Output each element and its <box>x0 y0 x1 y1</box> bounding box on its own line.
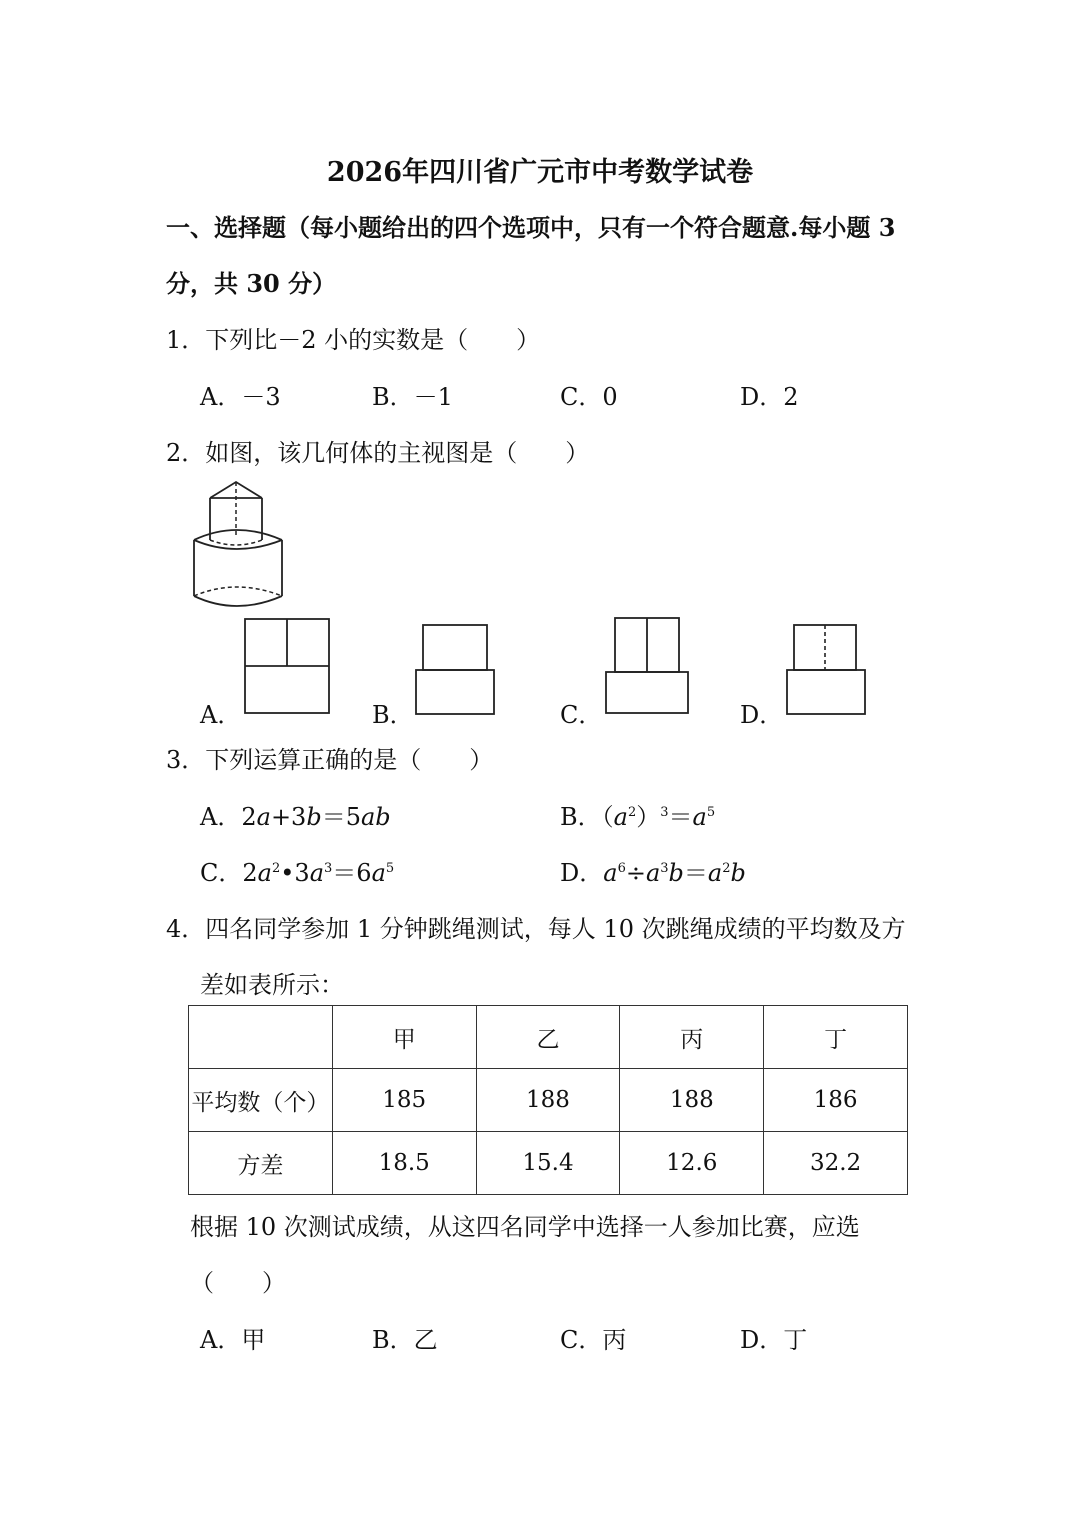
section-heading-line2: 分，共 30 分） <box>166 269 337 298</box>
table-cell <box>189 1006 333 1069</box>
q2-stem: 2．如图，该几何体的主视图是（ ） <box>166 439 590 467</box>
table-cell: 丙 <box>620 1006 764 1069</box>
table-cell: 乙 <box>476 1006 620 1069</box>
table-cell: 188 <box>476 1069 620 1132</box>
table-cell: 188 <box>620 1069 764 1132</box>
table-cell: 32.2 <box>764 1132 908 1195</box>
table-cell: 甲 <box>332 1006 476 1069</box>
table-cell: 186 <box>764 1069 908 1132</box>
q2-label-c: C． <box>560 701 603 729</box>
q1-option-c: C．0 <box>560 383 618 411</box>
q2-option-d-figure <box>786 624 868 716</box>
q3-option-b: B．$(a^2)^3=a^5$ <box>560 803 716 831</box>
table-cell: 12.6 <box>620 1132 764 1195</box>
q3-option-d: D．$a^6\div a^3b=a^2b$ <box>560 859 746 887</box>
q2-label-b: B． <box>372 701 414 729</box>
q2-option-b-figure <box>415 624 497 716</box>
q3-stem: 3．下列运算正确的是（ ） <box>166 746 494 774</box>
table-header-row <box>189 1006 908 1069</box>
q2-option-c-figure <box>605 617 691 715</box>
q4-option-d: D．丁 <box>740 1326 808 1354</box>
q2-label-a: A． <box>200 701 242 729</box>
table-row <box>189 1132 908 1195</box>
q4-option-c: C．丙 <box>560 1326 627 1354</box>
q4-after-line2: （ ） <box>190 1269 286 1297</box>
section-heading-line1: 一、选择题（每小题给出的四个选项中，只有一个符合题意.每小题 3 <box>166 213 896 242</box>
table-cell: 方差 <box>189 1132 333 1195</box>
q4-after-line1: 根据 10 次测试成绩，从这四名同学中选择一人参加比赛，应选 <box>190 1213 860 1241</box>
q1-option-d: D．2 <box>740 383 799 411</box>
q4-option-b: B．乙 <box>372 1326 438 1354</box>
q4-stem-line2: 差如表所示： <box>200 971 344 999</box>
q2-label-d: D． <box>740 701 784 729</box>
table-cell: 18.5 <box>332 1132 476 1195</box>
q1-stem: 1．下列比－2 小的实数是（ ） <box>166 326 541 354</box>
q4-option-a: A．甲 <box>200 1326 266 1354</box>
q3-option-c: C．$2a^2•3a^3=6a^5$ <box>200 859 395 887</box>
q1-option-a: A．－3 <box>200 383 281 411</box>
q2-option-a-figure <box>244 618 330 715</box>
table-cell: 15.4 <box>476 1132 620 1195</box>
q4-data-table <box>188 1005 908 1195</box>
table-cell: 丁 <box>764 1006 908 1069</box>
page-title: 2026年四川省广元市中考数学试卷 <box>326 157 754 188</box>
q4-stem-line1: 4．四名同学参加 1 分钟跳绳测试，每人 10 次跳绳成绩的平均数及方 <box>166 915 906 943</box>
q1-option-b: B．－1 <box>372 383 453 411</box>
table-row <box>189 1069 908 1132</box>
q2-solid-figure <box>186 478 296 610</box>
table-cell: 185 <box>332 1069 476 1132</box>
table-cell: 平均数（个） <box>189 1069 333 1132</box>
q3-option-a: A．2a+3b＝5ab <box>200 803 391 831</box>
